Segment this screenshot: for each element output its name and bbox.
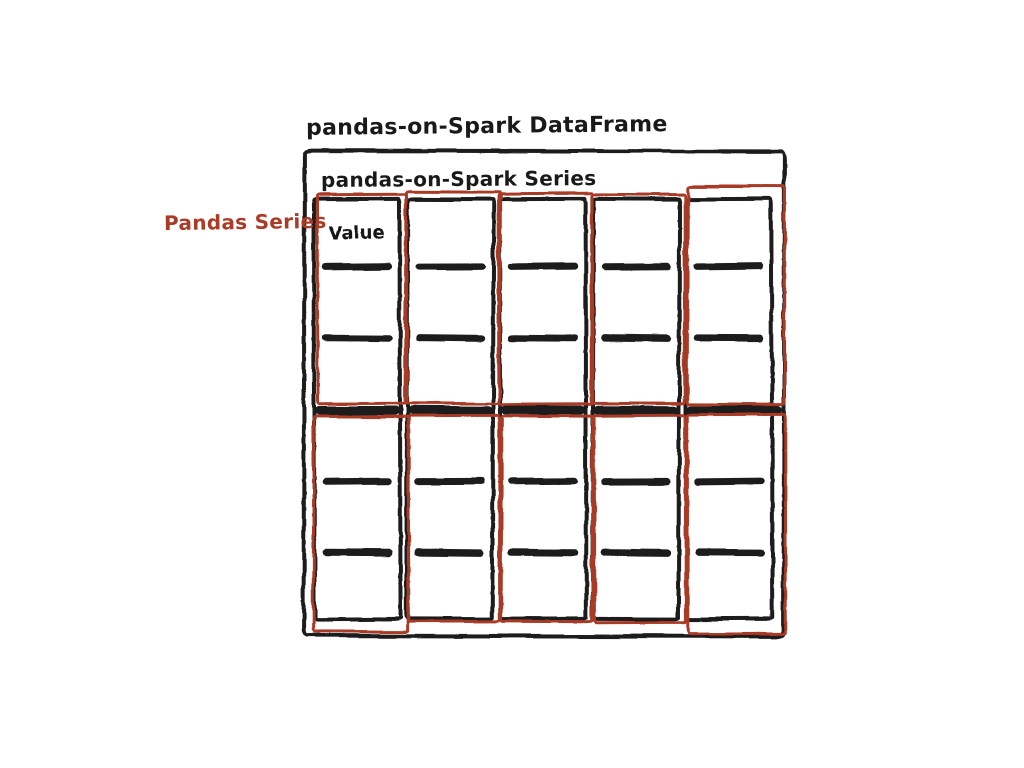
partition-boundary-dash [315, 406, 399, 415]
value-column-header: Value [328, 222, 385, 245]
pandas-series-highlight-upper-2 [404, 190, 502, 405]
pandas-series-highlight-upper-1 [315, 193, 408, 405]
dataframe-title-label: pandas-on-Spark DataFrame [305, 112, 668, 141]
pandas-series-highlight-lower-2 [407, 414, 502, 623]
pandas-series-highlight-upper-3 [497, 192, 595, 406]
pandas-series-highlight-upper-4 [590, 193, 687, 405]
pandas-series-highlight-lower-3 [500, 415, 595, 623]
pandas-on-spark-series-label: pandas-on-Spark Series [320, 166, 597, 192]
pandas-series-label: Pandas Series [163, 208, 327, 236]
pandas-series-highlight-lower-5 [686, 413, 788, 635]
pandas-series-highlight-upper-5 [686, 185, 787, 406]
partition-boundary-dash [501, 406, 585, 415]
pandas-series-highlight-lower-1 [312, 415, 411, 633]
pandas-series-highlight-lower-4 [593, 414, 688, 624]
